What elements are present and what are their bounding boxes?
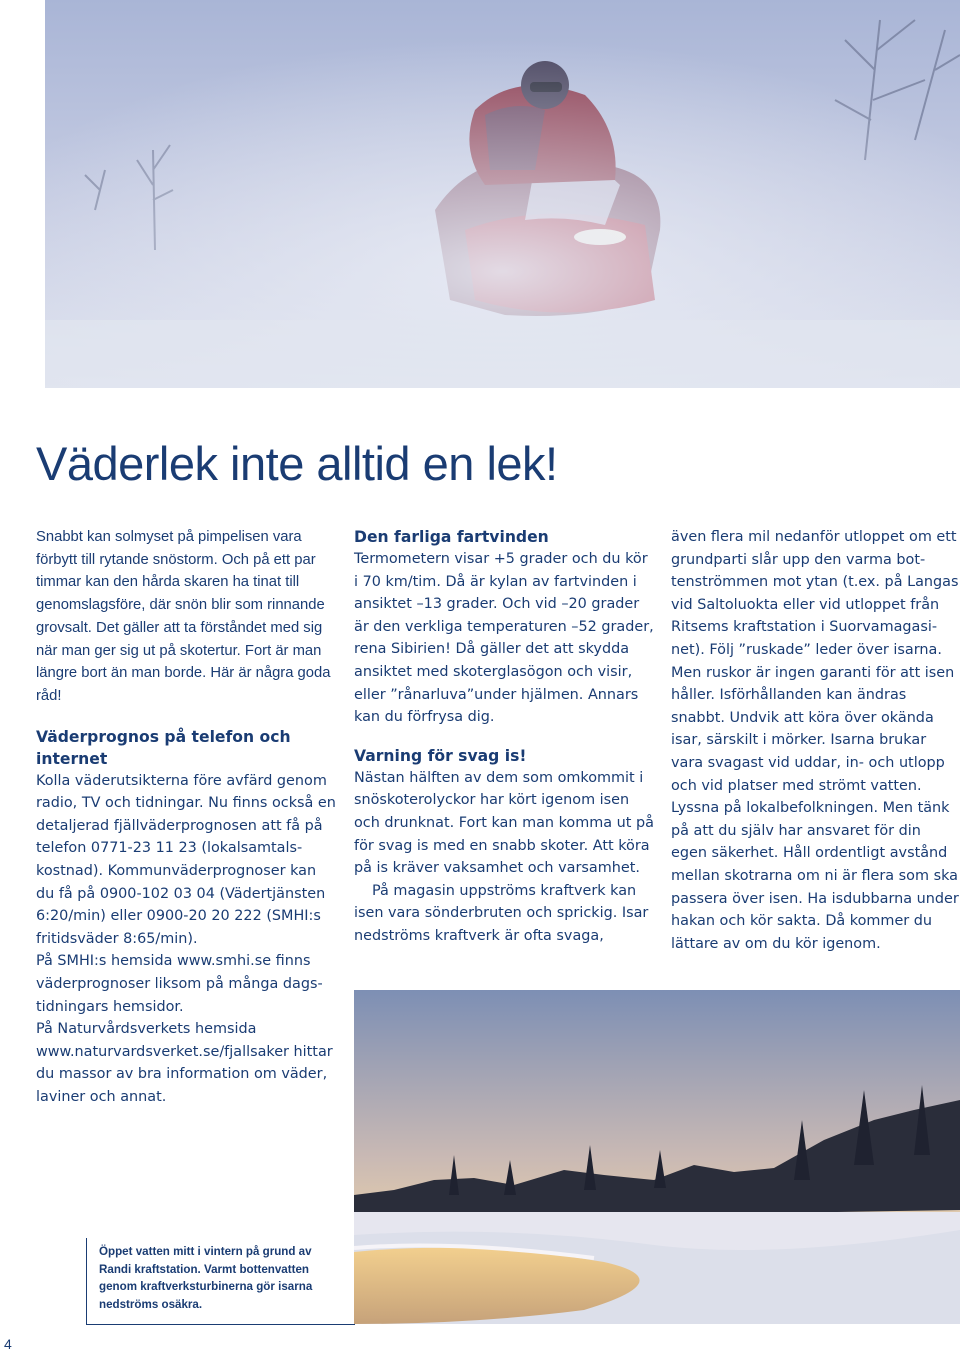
body-paragraph: På magasin uppströms kraftverk kan isen vara sönderbruten och sprickig. Isar nedströms kraftverk är ofta svaga, xyxy=(354,882,649,944)
photo-caption: Öppet vatten mitt i vintern på grund av Randi kraftstation. Varmt bottenvatten genom kraftverksturbinerna gör isarna nedströms osäkra. xyxy=(99,1245,313,1311)
column-3 xyxy=(671,526,960,955)
weather-forecast-heading: Väderprognos på telefon och internet xyxy=(36,727,291,768)
column-2 xyxy=(354,526,654,948)
body-paragraph: Kolla väderutsikterna före avfärd genom radio, TV och tidningar. Nu finns också en detaljerad fjällväderprognosen att få på telefon 0771-23 11 23 (lokalsamtalskostnad). Kommunväderprognoser kan du få på 0900-102 03 04 (Vädertjänsten 6:20/min) eller 0900-20 20 222 (SMHI:s fritidsväder 8:65/min). xyxy=(36,772,336,947)
body-paragraph: Termometern visar +5 grader och du kör i 70 km/tim. Då är kylan av fartvinden i ansiktet –13 grader. Och vid –20 grader är den verkliga temperaturen –52 grader, rena Sibirien! Då gäller det att skydda ansiktet med skoterglasögon och visir, eller ”rånarluva”under hjälmen. Annars kan du förfrysa dig. xyxy=(354,551,654,726)
body-paragraph: även flera mil nedanför utloppet om ett grundparti slår upp den varma bottenströmmen mot ytan (t.ex. på Langas vid Saltoluokta eller vid utloppet från Ritsems kraftstation i Suorvamagasinet). Följ ”ruskade” leder över isarna. Men ruskor är ingen garanti för att isen håller. Isförhållanden kan ändras snabbt. Undvik att köra över okända isar, särskilt i mörker. Isarna brukar vara svagast vid uddar, in- och utlopp och vid platser med strömt vatten. Lyssna på lokalbefolkningen. Men tänk på att du själv har ansvaret för din egen säkerhet. Håll ordentligt avstånd mellan skotrarna om ni är flera som ska passera över isen. Ha isdubbarna under hakan och kör sakta. Då kommer du lättare av om du kör igenom. xyxy=(671,529,959,952)
snowmobile-blizzard-photo xyxy=(45,0,960,388)
page-headline: Väderlek inte alltid en lek! xyxy=(36,437,558,490)
wind-chill-heading: Den farliga fartvinden xyxy=(354,528,549,546)
lead-paragraph: Snabbt kan solmyset på pimpelisen vara förbytt till rytande snöstorm. Och på ett par timmar kan den hårda skaren ha tinat till genomslagsföre, där snön blir som rinnande grovsalt. Det gäller att ta förståndet med sig när man ger sig ut på skotertur. Fort är man längre bort än man borde. Här är några goda råd! xyxy=(36,529,331,704)
body-paragraph: På SMHI:s hemsida www.smhi.se finns väderprognoser liksom på många dagstidningars hemsidor. xyxy=(36,953,323,1015)
thin-ice-heading: Varning för svag is! xyxy=(354,746,527,765)
page-number: 4 xyxy=(4,1336,12,1352)
column-1 xyxy=(36,526,336,1109)
body-paragraph: Nästan hälften av dem som omkommit i snöskoterolyckor har kört igenom isen och drunknat. Fort kan man komma ut på för svag is med en snabb skoter. Att köra på is kräver vaksamhet och varsamhet. xyxy=(354,769,654,877)
body-paragraph: På Naturvårdsverkets hemsida www.naturvardsverket.se/fjallsaker hittar du massor av bra information om väder, laviner och annat. xyxy=(36,1021,333,1105)
frozen-lake-photo xyxy=(354,990,960,1324)
